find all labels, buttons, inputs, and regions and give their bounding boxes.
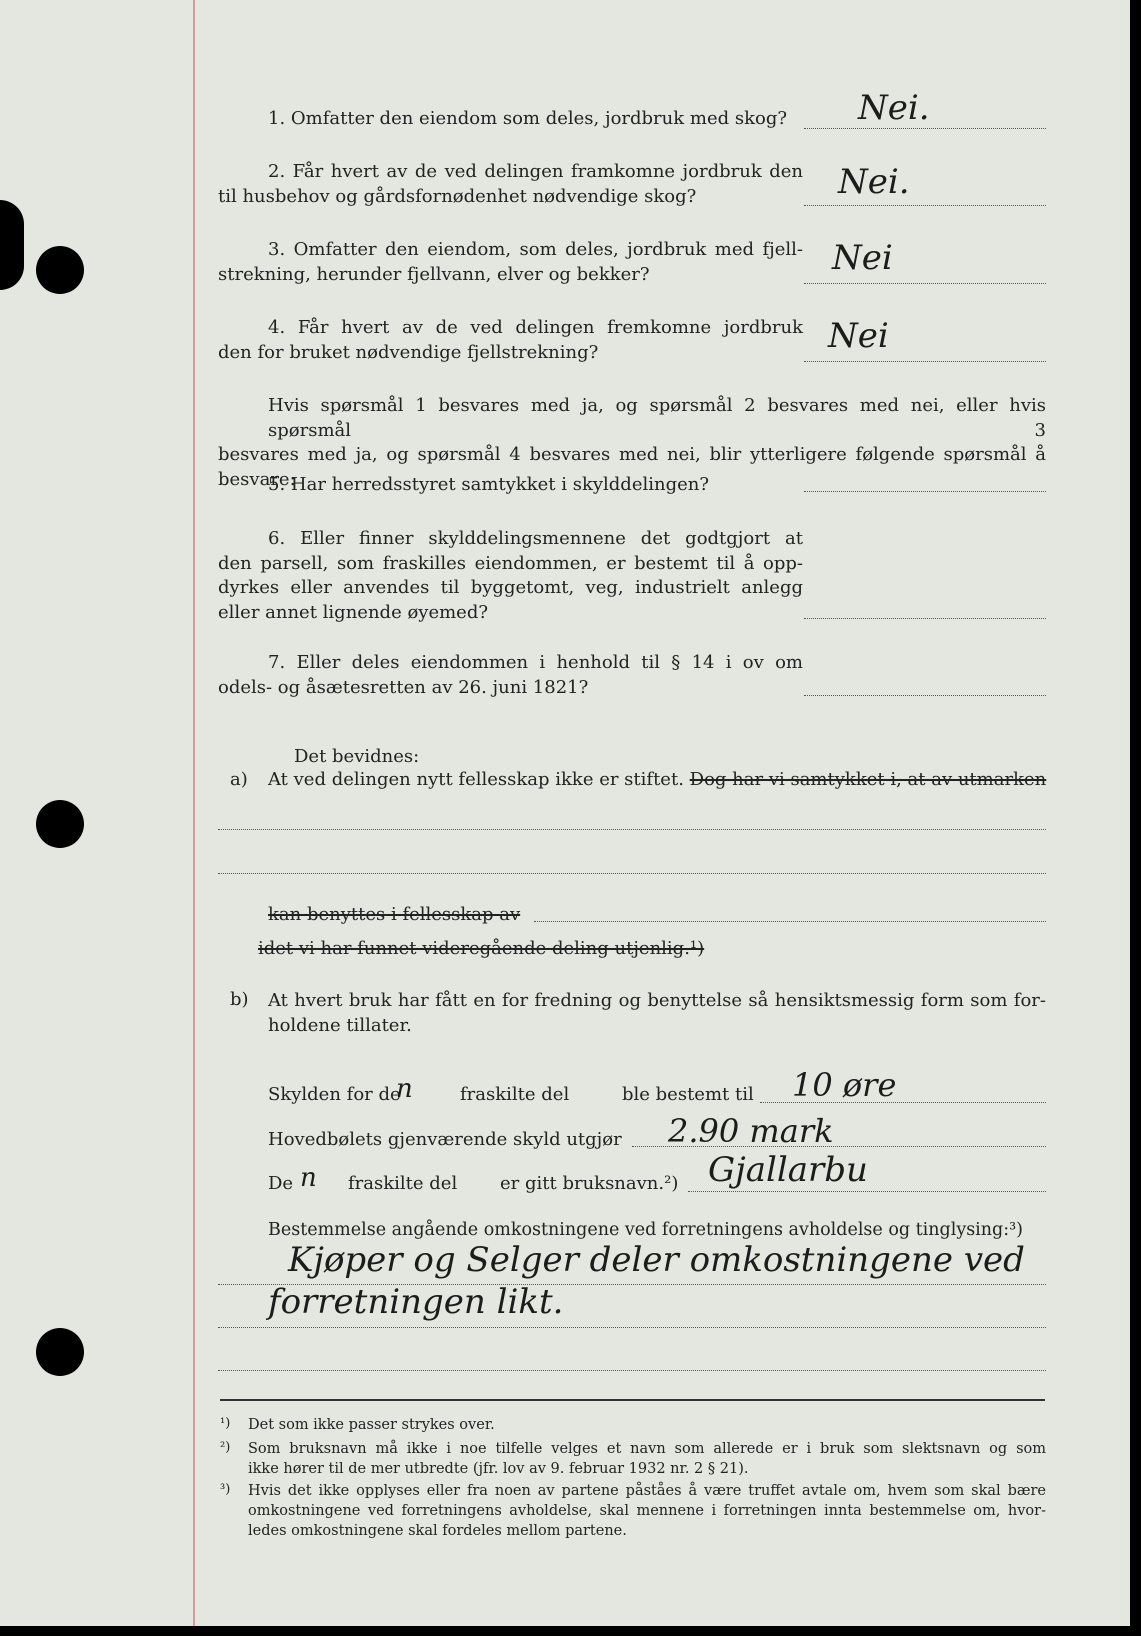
skyld-value-2: 2.90 mark bbox=[668, 1112, 834, 1150]
footnote-rule bbox=[220, 1399, 1045, 1401]
question-7-line1: 7. Eller deles eiendommen i henhold til § 14 i ov om bbox=[268, 652, 803, 673]
skyld-label-3a: De bbox=[268, 1173, 294, 1194]
question-2-line2: til husbehov og gårdsfornødenhet nødvendige skog? bbox=[218, 185, 697, 207]
skyld-value-4-line1: Kjøper og Selger deler omkostningene ved bbox=[288, 1240, 1025, 1280]
question-1: 1. Omfatter den eiendom som deles, jordbruk med skog? bbox=[268, 108, 787, 129]
answer-line bbox=[804, 361, 1046, 362]
answer-line bbox=[804, 695, 1046, 696]
punch-hole bbox=[36, 800, 84, 848]
skyld-label-1c: ble bestemt til bbox=[622, 1084, 754, 1105]
attest-b-line1: At hvert bruk har fått en for fredning og benyttelse så hensiktsmessig form som for- bbox=[268, 990, 1046, 1011]
answer-1: Nei. bbox=[858, 88, 930, 128]
footnote-3-line1: Hvis det ikke opplyses eller fra noen av partene påståes å være truffet avtale om, hvem som skal bære bbox=[248, 1483, 1046, 1499]
answer-line bbox=[804, 618, 1046, 619]
footnote-2-line1: Som bruksnavn må ikke i noe tilfelle velges et navn som allerede er i bruk som slektsnavn og som bbox=[248, 1441, 1046, 1457]
question-4-line1: 4. Får hvert av de ved delingen fremkomne jordbruk bbox=[268, 317, 803, 338]
question-3 bbox=[218, 238, 803, 287]
margin-line bbox=[193, 0, 195, 1626]
footnote-3 bbox=[248, 1481, 1046, 1541]
footnote-3-num: ³) bbox=[220, 1482, 231, 1497]
attest-a-text bbox=[268, 768, 1046, 792]
blank-line bbox=[218, 1370, 1046, 1371]
footnote-3-line3: ledes omkostningene skal fordeles mellom partene. bbox=[248, 1523, 627, 1539]
skyld-label-1b: fraskilte del bbox=[460, 1084, 570, 1105]
punch-hole bbox=[36, 246, 84, 294]
footnote-1-line1: Det som ikke passer strykes over. bbox=[248, 1417, 495, 1433]
punch-hole bbox=[36, 1328, 84, 1376]
struck-line-2: idet vi har funnet videregående deling utjenlig.¹) bbox=[258, 938, 705, 959]
skyld-value-3: Gjallarbu bbox=[708, 1150, 868, 1190]
footnote-3-line2: omkostningene ved forretningens avholdelse, skal mennene i forretningen innta bestemmelse om, hvor- bbox=[248, 1503, 1046, 1519]
answer-line bbox=[218, 1327, 1046, 1328]
condition-line1: Hvis spørsmål 1 besvares med ja, og spørsmål 2 besvares med nei, eller hvis spørsmål 3 bbox=[268, 395, 1046, 441]
blank-line bbox=[534, 921, 1046, 922]
attest-heading: Det bevidnes: bbox=[294, 746, 420, 767]
answer-line bbox=[804, 283, 1046, 284]
question-7 bbox=[218, 651, 803, 700]
question-6 bbox=[218, 527, 803, 625]
question-6-line3: dyrkes eller anvendes til byggetomt, veg, industrielt anlegg bbox=[218, 577, 803, 598]
question-2-line1: 2. Får hvert av de ved delingen framkomne jordbruk den bbox=[268, 161, 803, 182]
condition-line2: besvares med ja, og spørsmål 4 besvares med nei, blir ytterligere følgende spørsmål å besvare: bbox=[218, 444, 1046, 490]
question-3-line2: strekning, herunder fjellvann, elver og bekker? bbox=[218, 263, 650, 285]
struck-line-1: kan benyttes i fellesskap av bbox=[268, 904, 521, 925]
footnote-1 bbox=[248, 1415, 1046, 1435]
answer-line bbox=[804, 205, 1046, 206]
attest-a-label: a) bbox=[230, 769, 248, 790]
skyld-label-1a: Skylden for de bbox=[268, 1084, 401, 1105]
footnote-2-num: ²) bbox=[220, 1440, 231, 1455]
footnote-2 bbox=[248, 1439, 1046, 1479]
question-6-line1: 6. Eller finner skylddelingsmennene det godtgjort at bbox=[268, 528, 803, 549]
answer-4: Nei bbox=[828, 316, 889, 356]
skyld-label-4: Bestemmelse angående omkostningene ved forretningens avholdelse og tinglysing:³) bbox=[268, 1220, 1023, 1240]
punch-hole-edge bbox=[0, 200, 24, 290]
blank-line bbox=[218, 873, 1046, 874]
skyld-label-3b: fraskilte del bbox=[348, 1173, 458, 1194]
skyld-value-1: 10 øre bbox=[792, 1066, 897, 1104]
question-3-line1: 3. Omfatter den eiendom, som deles, jordbruk med fjell- bbox=[268, 239, 803, 260]
question-6-line4: eller annet lignende øyemed? bbox=[218, 601, 488, 623]
question-4-line2: den for bruket nødvendige fjellstrekning? bbox=[218, 341, 599, 363]
question-6-line2: den parsell, som fraskilles eiendommen, er bestemt til å opp- bbox=[218, 552, 803, 574]
skyld-label-3c: er gitt bruksnavn.²) bbox=[500, 1173, 679, 1194]
skyld-hw-n2: n bbox=[300, 1163, 317, 1193]
skyld-label-2: Hovedbølets gjenværende skyld utgjør bbox=[268, 1129, 622, 1150]
blank-line bbox=[218, 829, 1046, 830]
attest-b-text bbox=[268, 989, 1046, 1038]
answer-2: Nei. bbox=[838, 162, 910, 202]
footnote-2-line2: ikke hører til de mer utbredte (jfr. lov av 9. februar 1932 nr. 2 § 21). bbox=[248, 1461, 749, 1477]
answer-3: Nei bbox=[832, 238, 893, 278]
attest-b-label: b) bbox=[230, 989, 249, 1010]
attest-b-line2: holdene tillater. bbox=[268, 1014, 412, 1036]
skyld-value-4-line2: forretningen likt. bbox=[268, 1282, 564, 1322]
answer-line bbox=[688, 1191, 1046, 1192]
question-2 bbox=[218, 160, 803, 209]
answer-line bbox=[804, 491, 1046, 492]
answer-line bbox=[804, 128, 1046, 129]
question-4 bbox=[218, 316, 803, 365]
footnote-1-num: ¹) bbox=[220, 1416, 231, 1431]
attest-a-main: At ved delingen nytt fellesskap ikke er stiftet. bbox=[268, 769, 684, 790]
skyld-hw-n1: n bbox=[396, 1074, 413, 1104]
attest-a-struck: Dog har vi samtykket i, at av utmarken bbox=[689, 769, 1047, 790]
question-7-line2: odels- og åsætesretten av 26. juni 1821? bbox=[218, 676, 589, 698]
question-5: 5. Har herredsstyret samtykket i skylddelingen? bbox=[268, 474, 709, 495]
